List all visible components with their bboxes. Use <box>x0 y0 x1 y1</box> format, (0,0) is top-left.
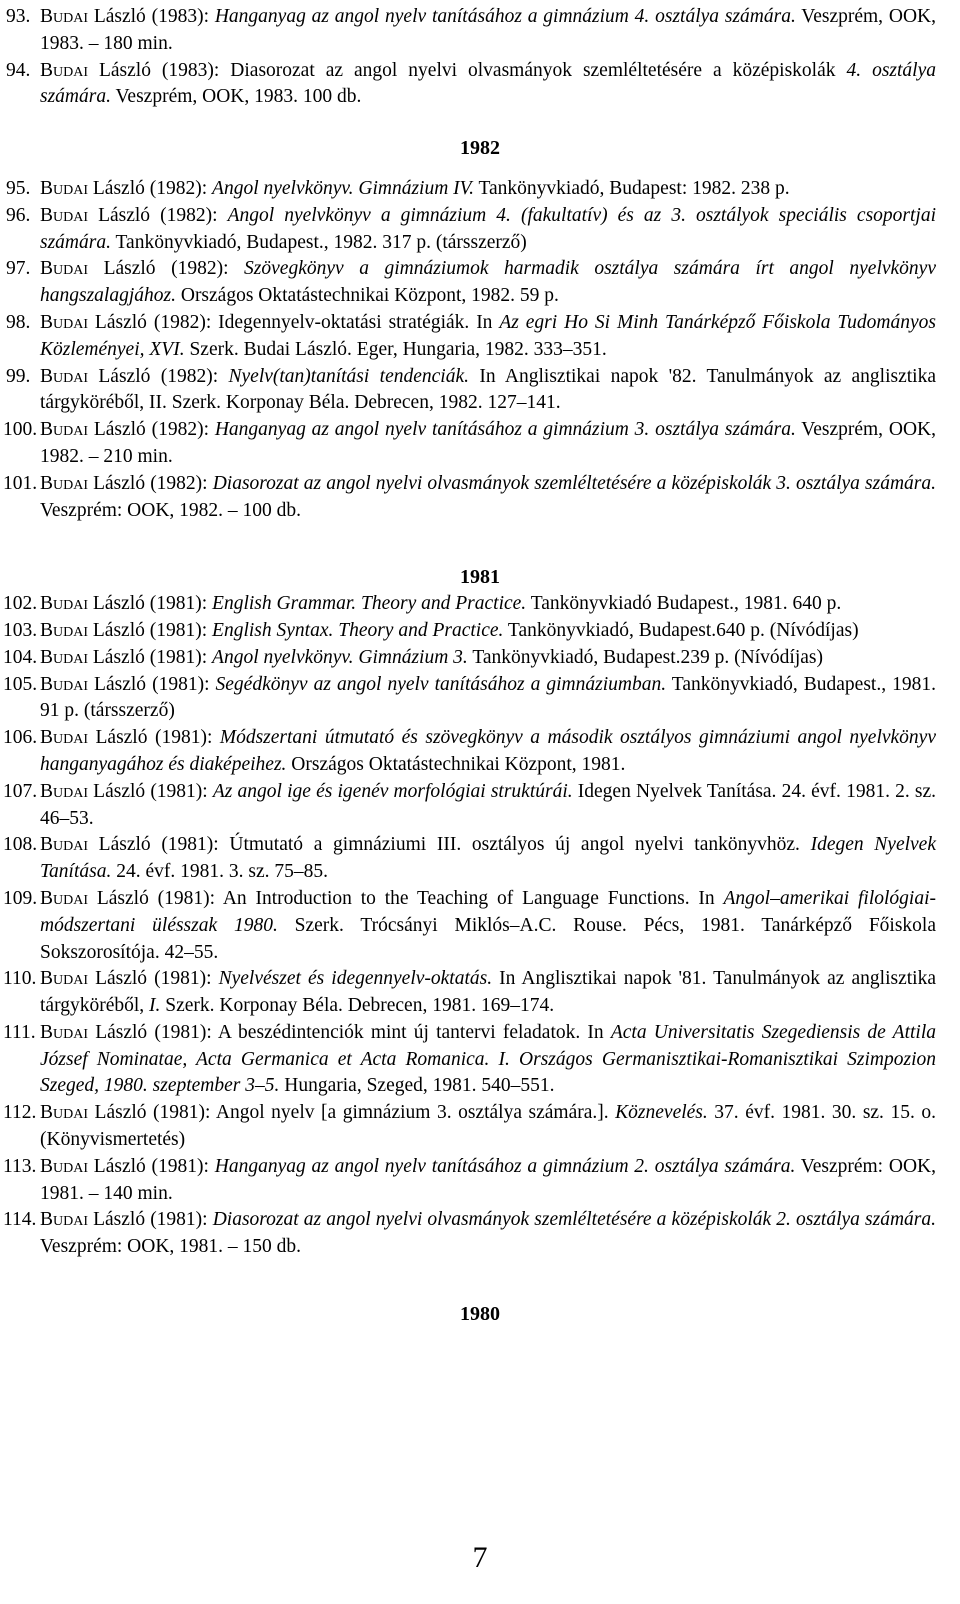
entry-text: B <box>40 6 54 27</box>
bibliography-entry <box>6 203 936 257</box>
entry-text: B <box>40 834 54 856</box>
entry-number: 106. <box>3 727 38 749</box>
entry-title-text: Nyelv(tan)tanítási tendenciák. <box>228 365 470 387</box>
entry-title-text: Segédkönyv az angol nyelv tanításához a gimnáziumban. <box>215 673 667 695</box>
entry-text: László (1982): <box>88 258 245 280</box>
entry-title-text: Hanganyag az angol nyelv tanításához a gimnázium 3. osztálya számára. <box>214 419 796 441</box>
entry-number: 93. <box>6 6 31 27</box>
entry-text: B <box>40 780 54 802</box>
entry-title-text: Hanganyag az angol nyelv tanításához a gimnázium 2. osztálya számára. <box>214 1155 796 1177</box>
entry-number: 100. <box>3 419 38 441</box>
entry-text: László (1981): <box>88 673 216 695</box>
entry-title-text: Diasorozat az angol nyelvi olvasmányok szemléltetésére a középiskolák 2. osztálya számára. <box>212 1209 936 1231</box>
entry-text: Hungaria, Szeged, 1981. 540‒551. <box>279 1075 555 1097</box>
entry-title-text: Angol nyelvkönyv a gimnázium 4. (fakultatív) és az 3. osztályok speciális csoportjai számára. <box>40 204 936 253</box>
entry-text: László (1983): <box>88 6 215 27</box>
bibliography-entry <box>3 725 936 779</box>
entry-text: László (1981): <box>88 619 213 641</box>
entry-text: udai <box>53 311 89 333</box>
entry-title-text: Angol nyelvkönyv. Gimnázium 3. <box>212 646 468 668</box>
entry-text: László (1981): <box>88 780 213 802</box>
bibliography-entry <box>6 4 936 58</box>
entry-title-text: Az angol ige és igenév morfológiai struktúrái. <box>212 780 573 802</box>
year-heading-1980: 1980 <box>460 1303 500 1326</box>
bibliography-entry <box>3 1020 936 1100</box>
entry-text: László (1981): A beszédintenciók mint új tantervi feladatok. In <box>88 1021 611 1043</box>
bibliography-entry <box>6 256 936 310</box>
entry-text: udai <box>53 968 89 990</box>
entry-number: 107. <box>3 780 38 802</box>
entry-text: B <box>40 419 54 441</box>
entry-text: 37. évf. 1981. 30. sz. 15. o. (Könyvismertetés) <box>40 1102 936 1151</box>
entry-text: Veszprém: OOK, 1982. ‒ 100 db. <box>40 499 302 521</box>
entry-number: 95. <box>6 177 31 199</box>
entry-text: udai <box>53 204 89 226</box>
entry-title-text: Acta Universitatis Szegediensis de Attila József Nominatae, Acta Germanica et Acta Romanica. I. Országos Germanisztikai-Romanisztikai Szimpozion Szeged, 1980. szeptember 3‒5. <box>40 1021 936 1097</box>
page-number: 7 <box>472 1541 488 1574</box>
entries-1981 <box>0 591 960 1261</box>
bibliography-entry <box>3 591 936 618</box>
bibliography-entry <box>6 310 936 364</box>
entry-text: László (1982): <box>88 365 229 387</box>
entry-text: Tankönyvkiadó, Budapest., 1981. 91 p. (társszerző) <box>40 673 936 722</box>
entry-number: 97. <box>6 258 31 280</box>
year-heading-1982: 1982 <box>460 137 500 160</box>
entry-text: udai <box>53 6 89 27</box>
entry-text: udai <box>53 177 89 199</box>
entry-text: Tankönyvkiadó, Budapest., 1982. 317 p. (társszerző) <box>110 231 527 253</box>
entry-number: 98. <box>6 311 31 333</box>
entry-text: László (1981): An Introduction to the Teaching of Language Functions. In <box>88 887 724 909</box>
entry-number: 112. <box>3 1102 37 1124</box>
entries-1982 <box>0 176 960 524</box>
entry-text: Veszprém: OOK, 1981. ‒ 140 min. <box>40 1155 936 1204</box>
entry-title-text: Idegen Nyelvek Tanítása. <box>40 834 936 883</box>
entry-text: Tankönyvkiadó Budapest., 1981. 640 p. <box>526 593 842 615</box>
entry-text: László (1981): <box>88 646 213 668</box>
entry-text: udai <box>53 472 89 494</box>
entry-text: udai <box>53 419 89 441</box>
entry-text: udai <box>53 646 89 668</box>
entry-text: László (1982): Idegennyelv-oktatási stratégiák. In <box>88 311 500 333</box>
entry-text: László (1981): <box>88 593 213 615</box>
entry-text: udai <box>53 593 89 615</box>
year-heading-1981: 1981 <box>460 566 500 589</box>
entry-text: B <box>40 1021 54 1043</box>
entry-text: László (1982): <box>88 204 228 226</box>
entry-number: 110. <box>3 968 37 990</box>
entry-text: Tankönyvkiadó, Budapest.239 p. (Nívódíjas) <box>467 646 824 668</box>
bibliography-entry <box>3 417 936 471</box>
entry-title-text: Módszertani útmutató és szövegkönyv a második osztályos gimnáziumi angol nyelvkönyv hanganyagához és diaképeihez. <box>40 727 936 775</box>
entry-number: 96. <box>6 204 31 226</box>
entry-text: László (1981): <box>88 727 220 749</box>
entry-number: 104. <box>3 646 38 668</box>
entry-text: udai <box>53 1102 89 1124</box>
entry-text: Országos Oktatástechnikai Központ, 1981. <box>286 753 626 775</box>
entry-text: udai <box>53 1155 89 1177</box>
entry-number: 113. <box>3 1155 37 1177</box>
bibliography-entry <box>3 645 936 672</box>
entry-text: B <box>40 968 54 990</box>
entry-text: B <box>40 1209 54 1231</box>
entry-text: udai <box>53 258 89 280</box>
entry-text: B <box>40 1102 54 1124</box>
bibliography-entry <box>6 58 936 112</box>
entry-title-text: Angol nyelvkönyv. Gimnázium IV. <box>212 177 474 199</box>
entry-text: Tankönyvkiadó, Budapest.640 p. (Nívódíjas) <box>503 619 859 641</box>
entry-text: László (1981): <box>88 968 219 990</box>
entry-text: Idegen Nyelvek Tanítása. 24. évf. 1981. 2. sz. 46‒53. <box>40 780 937 829</box>
entry-text: László (1981): <box>88 1209 213 1231</box>
entry-title-text: Szövegkönyv a gimnáziumok harmadik osztálya számára írt angol nyelvkönyv hangszalagjához. <box>40 258 936 307</box>
entry-text: Veszprém, OOK, 1983. 100 db. <box>110 86 362 108</box>
entry-text: Szerk. Korponay Béla. Debrecen, 1981. 169‒174. <box>160 995 555 1017</box>
bibliography-entry <box>3 471 936 525</box>
entry-text: B <box>40 646 54 668</box>
entry-text: B <box>40 365 54 387</box>
entry-number: 109. <box>3 887 38 909</box>
bibliography-entry <box>3 618 936 645</box>
entry-text: Veszprém, OOK, 1982. ‒ 210 min. <box>40 419 936 467</box>
entry-text: László (1982): <box>88 472 213 494</box>
bibliography-entry <box>3 1207 936 1261</box>
entries-1983 <box>0 4 960 111</box>
entry-text: Szerk. Trócsányi Miklós‒A.C. Rouse. Pécs, 1981. Tanárképző Főiskola Sokszorosítója. 42‒55. <box>40 914 936 963</box>
entry-text: B <box>40 593 54 615</box>
entry-text: udai <box>53 887 89 909</box>
entry-number: 103. <box>3 619 38 641</box>
entry-text: Szerk. Budai László. Eger, Hungaria, 1982. 333‒351. <box>184 338 607 360</box>
entry-text: In Anglisztikai napok '82. Tanulmányok az anglisztika tárgyköréből, II. Szerk. Korponay Béla. Debrecen, 1982. 127‒141. <box>40 365 936 414</box>
entry-title-text: English Syntax. Theory and Practice. <box>212 619 504 641</box>
entry-text: 24. évf. 1981. 3. sz. 75‒85. <box>111 861 329 883</box>
bibliography-entry <box>3 832 936 886</box>
entry-title-text: Diasorozat az angol nyelvi olvasmányok szemléltetésére a középiskolák 3. osztálya számára. <box>212 472 936 494</box>
bibliography-entry <box>3 966 936 1020</box>
entry-text: László (1981): Útmutató a gimnáziumi III. osztályos új angol nyelvi tankönyvhöz. <box>88 834 811 856</box>
entry-title-text: Hanganyag az angol nyelv tanításához a gimnázium 4. osztálya számára. <box>214 6 796 27</box>
entry-text: udai <box>53 1209 89 1231</box>
entry-text: Veszprém: OOK, 1981. ‒ 150 db. <box>40 1236 302 1258</box>
bibliography-entry <box>3 886 936 966</box>
entry-number: 108. <box>3 834 38 856</box>
entry-number: 111. <box>3 1021 36 1043</box>
entry-text: B <box>40 59 54 81</box>
entry-text: László (1982): <box>88 419 215 441</box>
entry-title-text: Nyelvészet és idegennyelv-oktatás. <box>218 968 493 990</box>
bibliography-entry <box>6 176 936 203</box>
entry-text: udai <box>53 1021 89 1043</box>
entry-text: B <box>40 619 54 641</box>
entry-text: B <box>40 673 54 695</box>
entry-number: 101. <box>3 472 38 494</box>
entry-text: László (1983): Diasorozat az angol nyelvi olvasmányok szemléltetésére a középiskolák <box>88 59 847 81</box>
entry-text: Országos Oktatástechnikai Központ, 1982. 59 p. <box>175 285 559 307</box>
entry-text: udai <box>53 727 89 749</box>
entry-title-text: Angol‒amerikai filológiai-módszertani ülésszak 1980. <box>40 887 936 936</box>
entry-number: 114. <box>3 1209 37 1231</box>
entry-title-text: 4. osztálya számára. <box>40 59 936 108</box>
entry-text: udai <box>53 673 89 695</box>
entry-number: 102. <box>3 593 38 615</box>
entry-title-text: English Grammar. Theory and Practice. <box>212 593 527 615</box>
bibliography-entry <box>3 672 936 726</box>
bibliography-entry <box>3 1154 936 1208</box>
entry-text: udai <box>53 780 89 802</box>
entry-text: B <box>40 177 54 199</box>
entry-text: B <box>40 311 54 333</box>
entry-title-text: Az egri Ho Si Minh Tanárképző Főiskola Tudományos Közleményei, XVI. <box>40 311 936 360</box>
entry-text: László (1981): Angol nyelv [a gimnázium 3. osztálya számára.]. <box>88 1102 616 1124</box>
entry-text: udai <box>53 619 89 641</box>
entry-number: 99. <box>6 365 31 387</box>
bibliography-entry <box>6 364 936 418</box>
bibliography-entry <box>3 1100 936 1154</box>
entry-text: udai <box>53 365 89 387</box>
entry-text: László (1981): <box>88 1155 215 1177</box>
entry-number: 94. <box>6 59 31 81</box>
entry-text: B <box>40 472 54 494</box>
entry-text: B <box>40 1155 54 1177</box>
entry-text: udai <box>53 59 89 81</box>
entry-text: In Anglisztikai napok '81. Tanulmányok az anglisztika tárgyköréből, <box>40 968 936 1017</box>
entry-title-text: Köznevelés. <box>615 1102 708 1124</box>
entry-text: Veszprém, OOK, 1983. ‒ 180 min. <box>40 6 936 54</box>
entry-text: B <box>40 887 54 909</box>
entry-text: B <box>40 204 54 226</box>
entry-text: B <box>40 258 54 280</box>
entry-text: udai <box>53 834 89 856</box>
entry-title-text: I. <box>149 995 161 1017</box>
entry-text: Tankönyvkiadó, Budapest: 1982. 238 p. <box>473 177 790 199</box>
entry-text: B <box>40 727 54 749</box>
entry-text: László (1982): <box>88 177 213 199</box>
bibliography-entry <box>3 779 937 833</box>
entry-number: 105. <box>3 673 38 695</box>
